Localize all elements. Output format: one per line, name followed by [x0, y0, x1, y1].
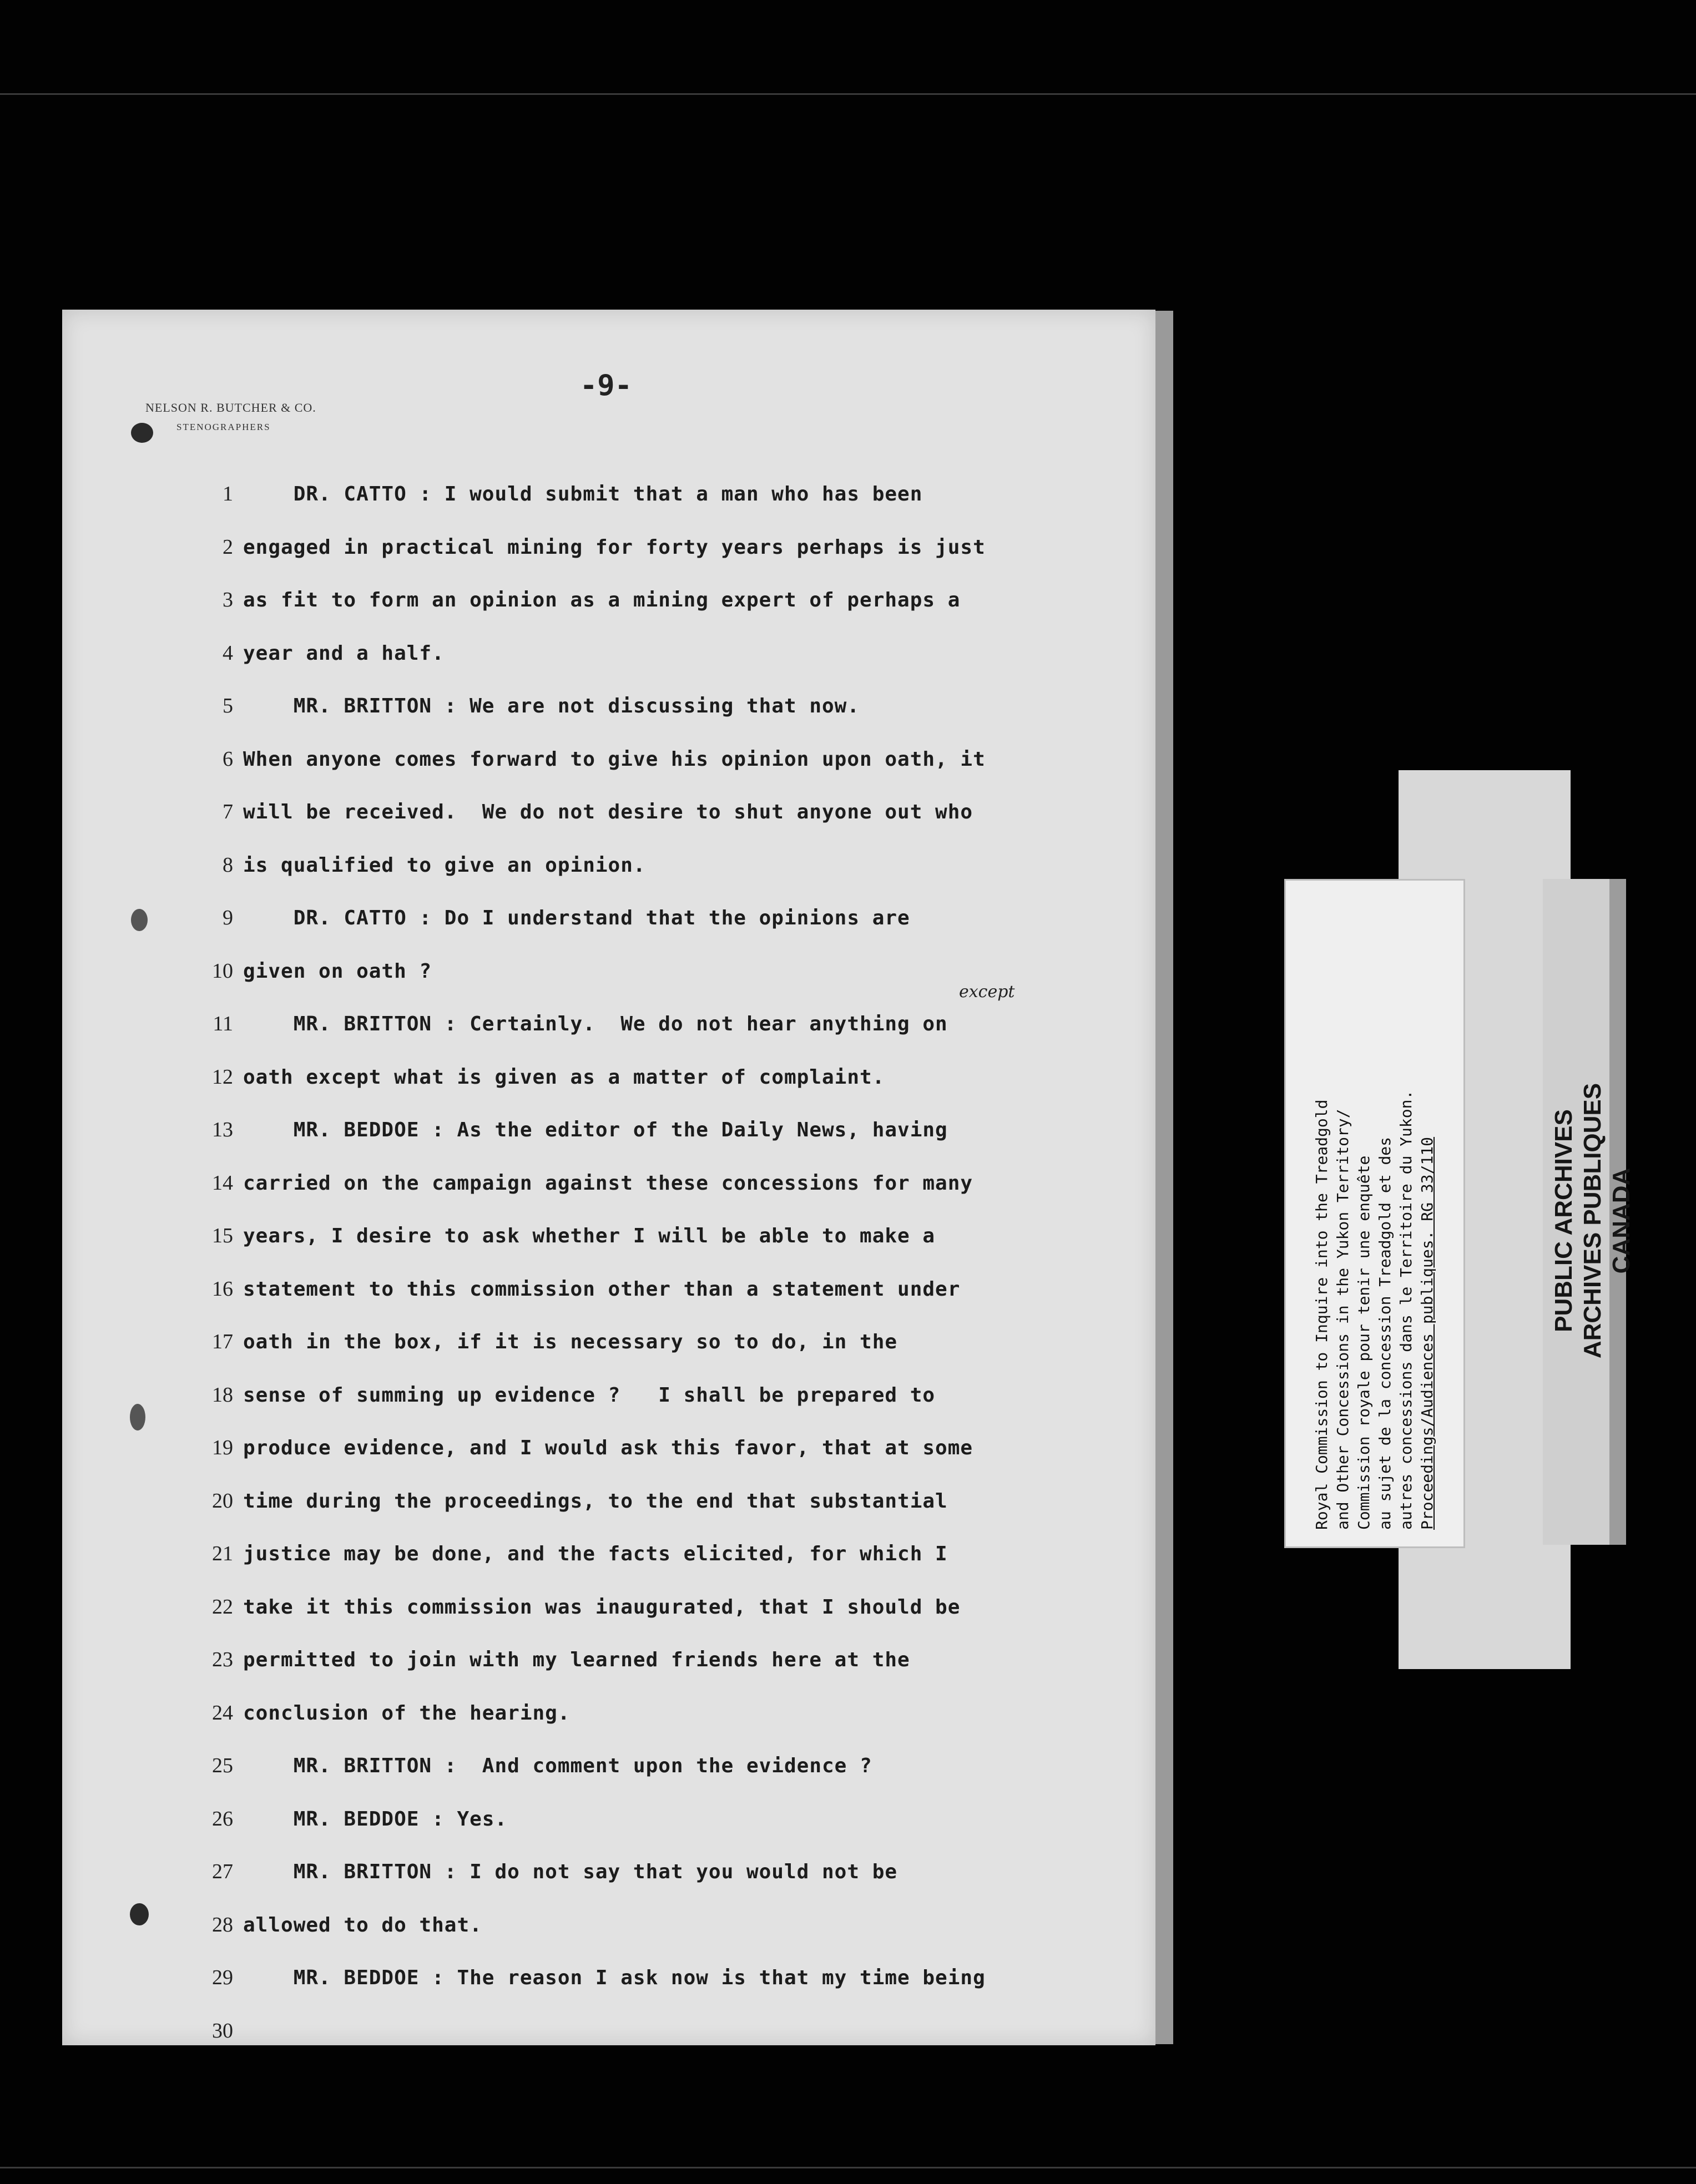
handwritten-insertion: except — [959, 982, 1015, 1002]
line-text: year and a half. — [243, 642, 445, 665]
line-number: 24 — [212, 1701, 233, 1725]
letterhead-firm: NELSON R. BUTCHER & CO. — [145, 401, 316, 414]
line-number: 2 — [223, 535, 233, 559]
line-text: oath except what is given as a matter of complaint. — [243, 1066, 885, 1089]
line-text: MR. BRITTON : I do not say that you would not be — [243, 1861, 898, 1883]
transcript-line — [0, 1171, 1155, 1215]
archive-label-line: Royal Commission to Inquire into the Treadgold — [1313, 1099, 1331, 1530]
line-number: 14 — [212, 1171, 233, 1195]
transcript-line — [0, 1701, 1155, 1745]
transcript-line — [0, 1753, 1155, 1798]
line-number: 18 — [212, 1383, 233, 1407]
line-number: 26 — [212, 1807, 233, 1831]
line-number: 21 — [212, 1542, 233, 1565]
transcript-line — [0, 1859, 1155, 1904]
transcript-line — [0, 1541, 1155, 1586]
line-text: MR. BRITTON : We are not discussing that now. — [243, 695, 860, 717]
line-text: produce evidence, and I would ask this favor, that at some — [243, 1437, 973, 1459]
line-text: MR. BEDDOE : Yes. — [243, 1808, 508, 1831]
letterhead-role: STENOGRAPHERS — [176, 422, 271, 432]
line-number: 4 — [223, 641, 233, 665]
line-text: engaged in practical mining for forty years perhaps is just — [243, 536, 986, 559]
line-number: 28 — [212, 1913, 233, 1937]
transcript-line — [0, 482, 1155, 526]
stamp-line-3: CANADA — [1608, 1167, 1635, 1274]
transcript-line — [0, 800, 1155, 844]
line-text: permitted to join with my learned friends here at the — [243, 1649, 910, 1671]
transcript-line — [0, 1965, 1155, 2010]
line-text: time during the proceedings, to the end that substantial — [243, 1490, 948, 1513]
line-text: take it this commission was inaugurated, that I should be — [243, 1596, 961, 1619]
transcript-line — [0, 747, 1155, 791]
line-text: MR. BRITTON : Certainly. We do not hear anything on — [243, 1013, 948, 1035]
line-text: MR. BEDDOE : The reason I ask now is that my time being — [243, 1966, 986, 1989]
transcript-line — [0, 1383, 1155, 1427]
archive-label-line: au sujet de la concession Treadgold et des — [1376, 1136, 1394, 1530]
transcript-line — [0, 1118, 1155, 1162]
transcript-line — [0, 1224, 1155, 1268]
transcript-line — [0, 906, 1155, 950]
archive-label — [1284, 879, 1465, 1548]
archive-label-line: Proceedings/Audiences publiques. RG 33/110 — [1418, 1136, 1436, 1530]
stamp-line-2: ARCHIVES PUBLIQUES — [1579, 1083, 1606, 1359]
archives-stamp — [1510, 1083, 1676, 1359]
line-text: sense of summing up evidence ? I shall be prepared to — [243, 1384, 936, 1407]
transcript-line — [0, 694, 1155, 738]
line-number: 25 — [212, 1754, 233, 1777]
line-number: 20 — [212, 1489, 233, 1513]
transcript-line — [0, 1489, 1155, 1533]
transcript-line — [0, 1065, 1155, 1109]
line-number: 9 — [223, 906, 233, 929]
transcript-line — [0, 535, 1155, 579]
transcript-line — [0, 853, 1155, 897]
line-text: oath in the box, if it is necessary so to do, in the — [243, 1331, 898, 1353]
line-text: will be received. We do not desire to shut anyone out who — [243, 801, 973, 823]
line-text: as fit to form an opinion as a mining expert of perhaps a — [243, 589, 961, 611]
line-text: conclusion of the hearing. — [243, 1702, 571, 1725]
transcript-line — [0, 1807, 1155, 1851]
transcript-line — [0, 1595, 1155, 1639]
line-text: carried on the campaign against these concessions for many — [243, 1172, 973, 1195]
line-text: is qualified to give an opinion. — [243, 854, 646, 877]
archives-stamp-text — [1549, 1054, 1636, 1387]
line-text: MR. BEDDOE : As the editor of the Daily News, having — [243, 1119, 948, 1141]
transcript-line — [0, 1277, 1155, 1321]
line-number: 23 — [212, 1648, 233, 1671]
transcript-line — [0, 1329, 1155, 1374]
line-number: 30 — [212, 2019, 233, 2043]
archive-label-line: Commission royale pour tenir une enquête — [1355, 1155, 1373, 1530]
stamp-line-1: PUBLIC ARCHIVES — [1550, 1109, 1577, 1332]
line-number: 12 — [212, 1065, 233, 1089]
line-text: justice may be done, and the facts elicited, for which I — [243, 1543, 948, 1565]
line-text: DR. CATTO : Do I understand that the opinions are — [243, 907, 910, 929]
line-text: When anyone comes forward to give his opinion upon oath, it — [243, 748, 986, 771]
transcript-line — [0, 641, 1155, 685]
line-number: 27 — [212, 1860, 233, 1883]
line-number: 10 — [212, 959, 233, 983]
transcript-line — [0, 1435, 1155, 1480]
line-number: 7 — [223, 800, 233, 823]
line-number: 17 — [212, 1330, 233, 1353]
line-text: allowed to do that. — [243, 1914, 482, 1937]
line-number: 5 — [223, 694, 233, 717]
line-number: 1 — [223, 482, 233, 505]
archive-label-line: autres concessions dans le Territoire du Yukon. — [1397, 1090, 1415, 1530]
line-text: MR. BRITTON : And comment upon the evidence ? — [243, 1755, 872, 1777]
line-number: 3 — [223, 588, 233, 611]
line-text: statement to this commission other than a statement under — [243, 1278, 961, 1301]
line-number: 6 — [223, 747, 233, 771]
transcript-line — [0, 1647, 1155, 1692]
archive-label-line: and Other Concessions in the Yukon Territory/ — [1334, 1109, 1352, 1530]
transcript-line — [0, 2019, 1155, 2063]
transcript-line — [0, 1012, 1155, 1056]
line-number: 29 — [212, 1966, 233, 1989]
line-text: given on oath ? — [243, 960, 432, 983]
line-number: 8 — [223, 853, 233, 877]
line-number: 15 — [212, 1224, 233, 1247]
transcript-line — [0, 588, 1155, 632]
line-text: years, I desire to ask whether I will be able to make a — [243, 1225, 936, 1247]
line-number: 22 — [212, 1595, 233, 1619]
page-number: -9- — [580, 369, 632, 402]
transcript-line — [0, 1913, 1155, 1957]
line-number: 19 — [212, 1436, 233, 1459]
line-number: 11 — [213, 1012, 233, 1035]
archive-label-text — [1311, 897, 1438, 1530]
line-number: 13 — [212, 1118, 233, 1141]
line-number: 16 — [212, 1277, 233, 1301]
line-text: DR. CATTO : I would submit that a man who has been — [243, 483, 923, 505]
